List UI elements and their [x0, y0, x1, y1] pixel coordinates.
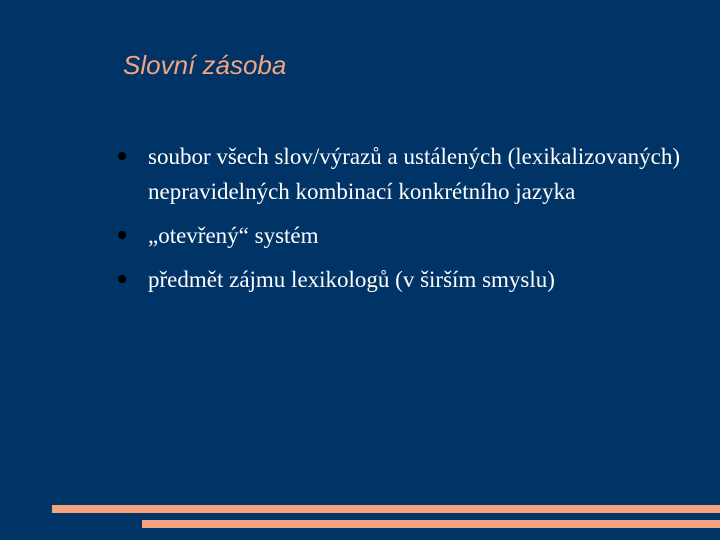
bullet-item [118, 218, 698, 253]
slide-title: Slovní zásoba [123, 50, 287, 80]
bullet-item [118, 262, 698, 297]
bullet-text: předmět zájmu lexikologů (v širším smyslu) [148, 267, 555, 292]
decorative-bar-bottom [142, 520, 720, 528]
bullet-text: soubor všech slov/výrazů a ustálených (lexikalizovaných) nepravidelných kombinací konkrétního jazyka [148, 144, 681, 204]
bullet-dot-icon [118, 275, 126, 283]
bullet-list [118, 139, 698, 306]
bullet-item [118, 139, 698, 209]
bullet-dot-icon [118, 231, 126, 239]
bullet-dot-icon [118, 152, 126, 160]
bullet-text: „otevřený“ systém [148, 223, 319, 248]
decorative-bar-top [52, 505, 720, 513]
